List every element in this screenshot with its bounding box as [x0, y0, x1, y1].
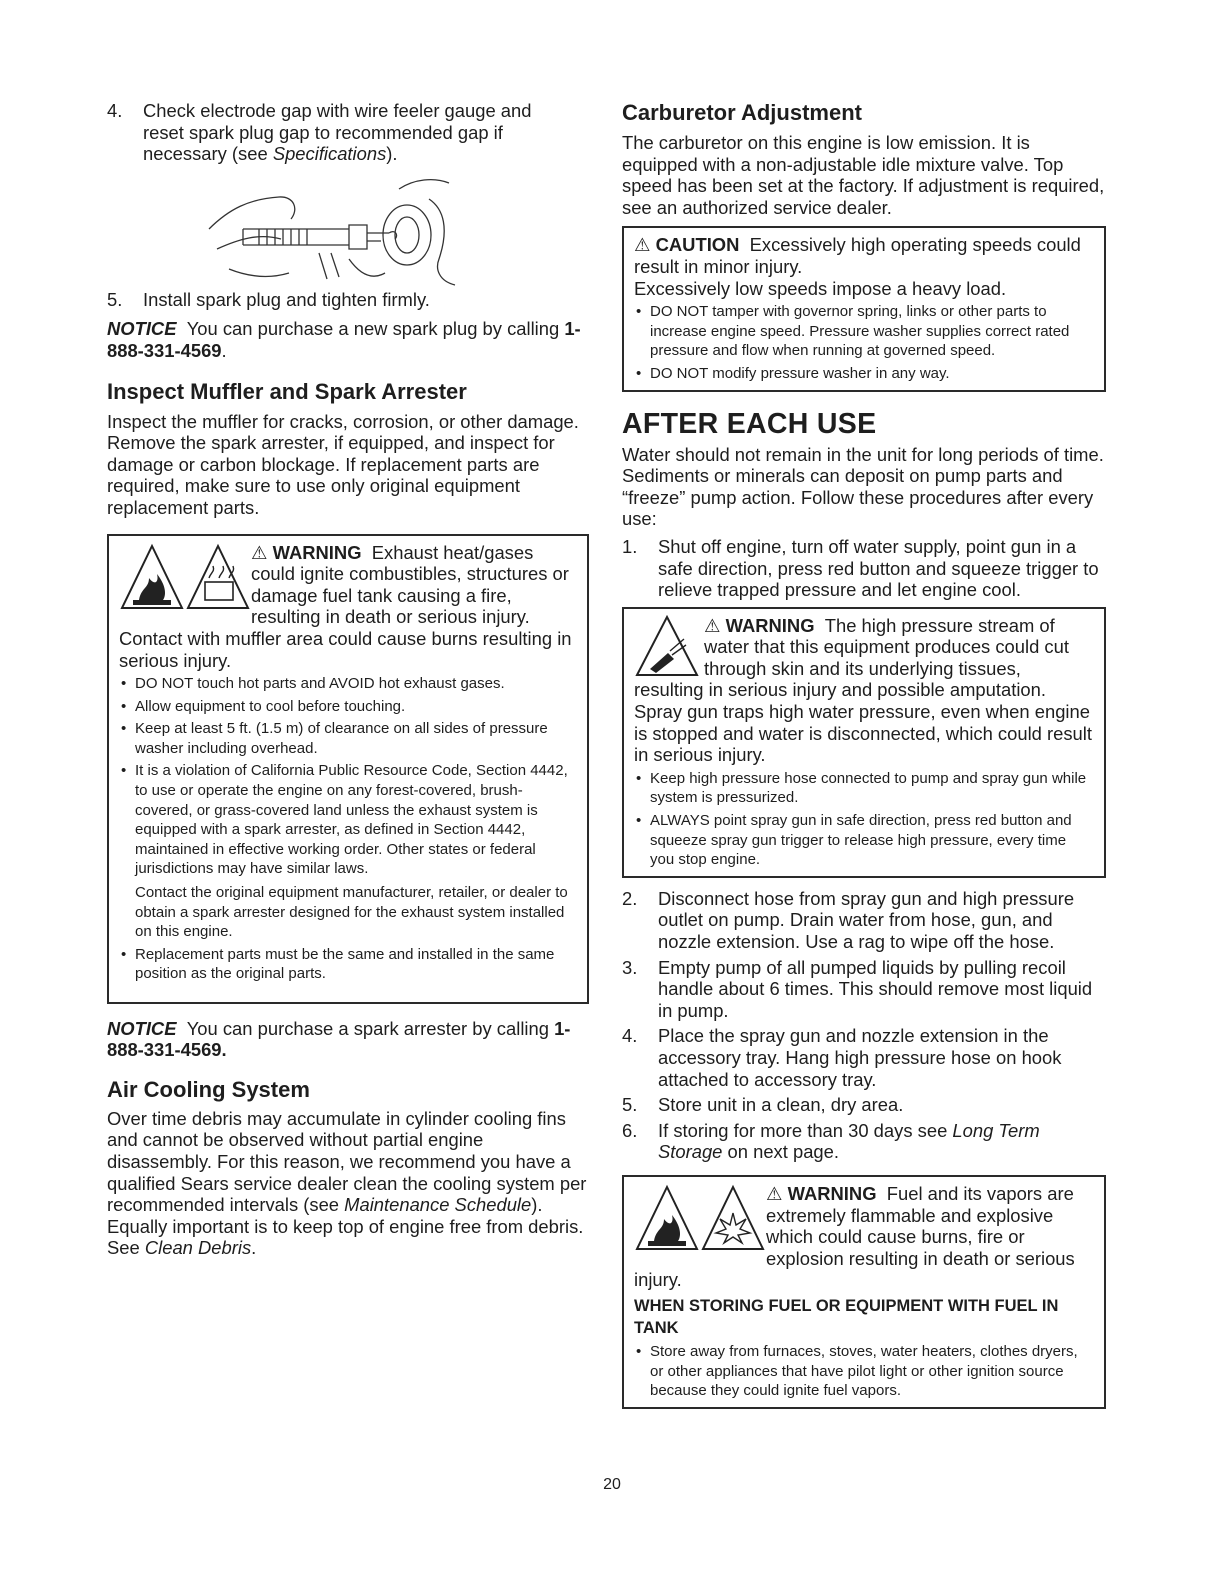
list-item: • Replacement parts must be the same and installed in the same position as the original parts. — [119, 945, 577, 984]
specifications-ref: Specifications — [272, 143, 387, 165]
carburetor-body: The carburetor on this engine is low emission. It is equipped with a non-adjustable idle mixture valve. Top speed has been set at the factory. If adjustment is required, see an authorized service dealer. — [622, 132, 1105, 218]
warning-bullets — [634, 1342, 1094, 1401]
list-item: • Store away from furnaces, stoves, water heaters, clothes dryers, or other appliances that have pilot light or other ignition source because they could ignite fuel vapors. — [634, 1342, 1094, 1401]
list-item: • ALWAYS point spray gun in safe direction, press red button and squeeze spray gun trigger to release high pressure, every time you stop engine. — [634, 811, 1094, 870]
after-each-use-body: Water should not remain in the unit for long periods of time. Sediments or minerals can deposit on pump parts and “freeze” pump action. Follow these procedures after every use: — [622, 443, 1104, 530]
notice-spark-plug: NOTICE You can purchase a new spark plug by calling 1-888-331-4569. — [107, 318, 581, 361]
muffler-heading: Inspect Muffler and Spark Arrester — [107, 378, 467, 404]
warning-contact: Contact the original equipment manufacturer, retailer, or dealer to obtain a spark arrester designed for the exhaust system installed on this engine. — [135, 884, 568, 941]
list-item: • Keep high pressure hose connected to pump and spray gun while system is pressurized. — [634, 769, 1094, 808]
step-2: 2. Disconnect hose from spray gun and high pressure outlet on pump. Drain water from hose, gun, and nozzle extension. Use a rag to wipe off the hose. — [622, 887, 1075, 952]
muffler-body: Inspect the muffler for cracks, corrosion, or other damage. Remove the spark arrester, if equipped, and inspect for damage or carbon blockage. If replacement parts are required, make sure to use only original equipment replacement parts. — [107, 410, 579, 518]
explosion-hazard-icon — [703, 1187, 763, 1249]
notice-spark-arrester: NOTICE You can purchase a spark arrester by calling 1-888-331-4569. — [107, 1017, 571, 1061]
phone-number: 1-888-331-4569. — [107, 1017, 571, 1061]
hot-surface-icon — [188, 546, 248, 608]
after-use-steps — [622, 536, 1106, 601]
caution-lead-2: Excessively low speeds impose a heavy load. — [634, 277, 1007, 299]
warning-lead-2: Spray gun traps high water pressure, even when engine is stopped and water is disconnected, which could result in serious injury. — [634, 701, 1092, 766]
warning-box-exhaust — [107, 534, 589, 1004]
carburetor-heading: Carburetor Adjustment — [622, 100, 862, 125]
warning-lead: Exhaust heat/gases could ignite combustibles, structures or damage fuel tank causing a fire, resulting in death or serious injury. — [251, 541, 569, 628]
caution-bullets — [634, 302, 1094, 383]
spark-plug-steps — [107, 100, 567, 165]
warning-lead: The high pressure stream of water that this equipment produces could cut through skin and its underlying tissues, resulting in serious injury and possible amputation. — [634, 614, 1069, 701]
fire-hazard-icon — [637, 1187, 697, 1249]
step-4: 4. Check electrode gap with wire feeler gauge and reset spark plug gap to recommended gap if necessary (see Specifications). — [107, 100, 532, 165]
caution-lead: Excessively high operating speeds could result in minor injury. — [634, 234, 1081, 277]
caution-alert-icon: ⚠ — [634, 234, 651, 256]
warning-bullets — [634, 769, 1094, 870]
step-number: 4. — [107, 100, 123, 121]
after-use-steps-2 — [622, 888, 1106, 1163]
step-6: 6. If storing for more than 30 days see Long Term Storage on next page. — [622, 1119, 1040, 1163]
step-3: 3. Empty pump of all pumped liquids by pulling recoil handle about 6 times. This should remove most liquid in pump. — [622, 956, 1093, 1021]
spark-plug-steps-2 — [107, 289, 589, 311]
list-item: • It is a violation of California Public Resource Code, Section 4442, to use or operate the engine on any forest-covered, brush-covered, or grass-covered land unless the exhaust system is equipped with a spark arrester, as defined in Section 4442, maintained in effective working order. Other states or federal jurisdictions may have similar laws. — [119, 761, 577, 879]
fire-hazard-icon — [122, 546, 182, 608]
warning-signal-word: WARNING — [787, 1182, 877, 1204]
hazard-icons — [119, 542, 251, 612]
left-column — [107, 100, 589, 1259]
warning-alert-icon: ⚠ — [704, 614, 721, 636]
hazard-icons — [634, 1183, 766, 1253]
step-1: 1. Shut off engine, turn off water supply, point gun in a safe direction, press red button and squeeze trigger to relieve trapped pressure and let engine cool. — [622, 535, 1099, 601]
caution-box — [622, 226, 1106, 391]
warning-box-high-pressure — [622, 607, 1106, 878]
warning-box-fuel — [622, 1175, 1106, 1409]
long-term-storage-ref: Long Term Storage — [658, 1119, 1040, 1163]
list-item: • DO NOT modify pressure washer in any way. — [634, 364, 1094, 384]
warning-alert-icon: ⚠ — [766, 1182, 783, 1204]
warning-lead: Fuel and its vapors are extremely flammable and explosive which could cause burns, fire or explosion resulting in death or serious injury. — [634, 1182, 1075, 1291]
warning-bullets — [119, 674, 577, 879]
after-each-use-heading: AFTER EACH USE — [622, 407, 877, 440]
step-number: 1. — [622, 535, 638, 557]
warning-lead-2: Contact with muffler area could cause burns resulting in serious injury. — [119, 627, 572, 671]
list-item: • Allow equipment to cool before touching. — [119, 697, 577, 717]
hazard-icons — [634, 615, 704, 679]
warning-alert-icon: ⚠ — [251, 541, 268, 563]
air-cooling-body: Over time debris may accumulate in cylinder cooling fins and cannot be observed without partial engine disassembly. For this reason, we recommend you have a qualified Sears service dealer clean the cooling system per recommended intervals (see Maintenance Schedule). Equally important is to keep top of engine free from debris. See Clean Debris. — [107, 1107, 587, 1259]
warning-signal-word: WARNING — [272, 541, 362, 563]
air-cooling-heading: Air Cooling System — [107, 1076, 310, 1102]
list-item: • Keep at least 5 ft. (1.5 m) of clearance on all sides of pressure washer including overhead. — [119, 719, 577, 758]
right-column — [622, 100, 1106, 1409]
warning-signal-word: WARNING — [725, 614, 815, 636]
maintenance-schedule-ref: Maintenance Schedule — [344, 1194, 532, 1216]
step-5: 5. Install spark plug and tighten firmly. — [107, 288, 430, 310]
page-number: 20 — [603, 1476, 621, 1493]
caution-signal-word: CAUTION — [655, 234, 740, 256]
step-5: 5. Store unit in a clean, dry area. — [622, 1094, 904, 1116]
warning-subheading: WHEN STORING FUEL OR EQUIPMENT WITH FUEL IN TANK — [634, 1296, 1059, 1337]
list-item: • DO NOT tamper with governor spring, links or other parts to increase engine speed. Pressure washer supplies correct rated pressure and flow when running at governed speed. — [634, 302, 1094, 361]
notice-label: NOTICE — [107, 318, 177, 340]
list-item: • DO NOT touch hot parts and AVOID hot exhaust gases. — [119, 674, 577, 694]
notice-label: NOTICE — [107, 1017, 177, 1039]
clean-debris-ref: Clean Debris — [144, 1237, 252, 1259]
phone-number: 1-888-331-4569 — [107, 318, 581, 361]
injection-hazard-icon — [637, 617, 697, 675]
spark-plug-gap-illustration — [199, 169, 459, 287]
step-number: 5. — [107, 288, 123, 310]
step-4: 4. Place the spray gun and nozzle extension in the accessory tray. Hang high pressure hose on hook attached to accessory tray. — [622, 1025, 1062, 1090]
